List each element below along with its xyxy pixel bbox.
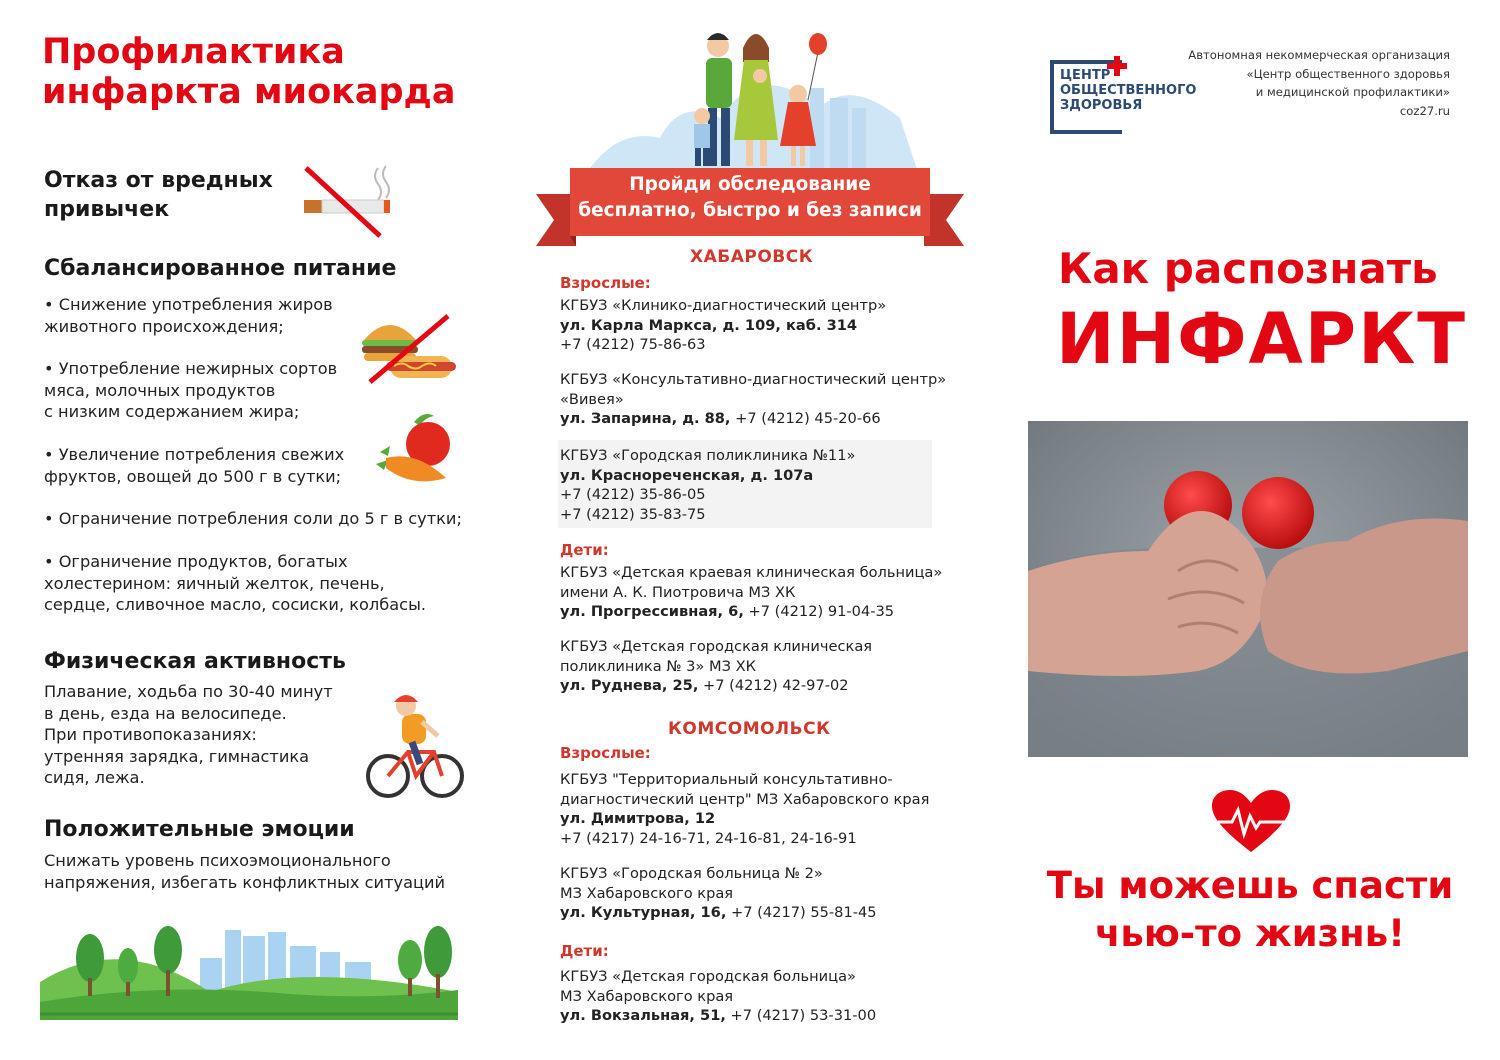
- organization-info: [1188, 46, 1450, 120]
- middle-panel: [500, 0, 1000, 1060]
- clinic-phone: +7 (4212) 42-97-02: [698, 677, 849, 694]
- fruit-vegetable-icon: [374, 410, 460, 484]
- banner-text: [570, 172, 930, 224]
- family-illustration: [580, 28, 920, 178]
- park-landscape-illustration: [40, 922, 458, 1020]
- text-line: фруктов, овощей до 500 г в сутки;: [44, 466, 342, 486]
- clinic-address: ул. Руднева, 25,: [560, 677, 699, 694]
- clinic-entry: [560, 637, 872, 696]
- no-smoking-icon: [300, 160, 400, 240]
- nutrition-item-4: [44, 508, 462, 530]
- cyclist-icon: [362, 692, 466, 804]
- chest-pain-photo: [1028, 421, 1468, 757]
- clinic-address: ул. Прогрессивная, 6,: [560, 603, 744, 620]
- habits-heading-line-1: Отказ от вредных: [44, 168, 273, 193]
- text-line: • Употребление нежирных сортов: [44, 359, 338, 378]
- org-type: Автономная некоммерческая организация: [1188, 48, 1450, 62]
- banner-line-2: бесплатно, быстро и без записи: [578, 200, 922, 221]
- no-fast-food-icon: [356, 312, 460, 386]
- logo-text: [1060, 68, 1196, 113]
- clinic-entry: [560, 563, 942, 622]
- clinic-entry: [560, 967, 876, 1026]
- clinic-entry: [560, 370, 946, 429]
- activity-heading: Физическая активность: [44, 649, 346, 674]
- emotions-text: [44, 850, 445, 893]
- clinic-name: КГБУЗ "Территориальный консультативно-: [560, 771, 893, 788]
- city-khabarovsk: ХАБАРОВСК: [690, 247, 814, 267]
- org-name-2: и медицинской профилактики»: [1255, 85, 1450, 99]
- adults-label: Взрослые:: [560, 274, 651, 292]
- clinic-entry: [560, 770, 929, 848]
- text-line: сидя, лежа.: [44, 768, 145, 787]
- clinic-name-2: МЗ Хабаровского края: [560, 987, 734, 1005]
- text-line: мяса, молочных продуктов: [44, 380, 276, 400]
- adults-label: Взрослые:: [560, 744, 651, 762]
- clinic-phone: +7 (4212) 45-20-66: [730, 410, 881, 427]
- clinic-name: КГБУЗ «Детская краевая клиническая больница»: [560, 564, 943, 581]
- headline-infarct: ИНФАРКТ: [1056, 298, 1468, 380]
- logo-line-3: ЗДОРОВЬЯ: [1060, 98, 1143, 113]
- text-line: • Ограничение потребления соли до 5 г в сутки;: [44, 509, 462, 528]
- clinic-phone: +7 (4212) 35-86-05: [560, 486, 706, 503]
- slogan: [1030, 862, 1470, 958]
- slogan-line-2: чью-то жизнь!: [1095, 912, 1405, 955]
- banner-line-1: Пройди обследование: [629, 174, 871, 195]
- clinic-phone: +7 (4217) 24-16-71, 24-16-81, 24-16-91: [560, 829, 857, 847]
- headline-line-1: Как распознать: [1058, 244, 1438, 293]
- clinic-name: КГБУЗ «Детская городская больница»: [560, 968, 856, 985]
- clinic-phone: +7 (4217) 55-81-45: [726, 904, 877, 921]
- org-website: coz27.ru: [1399, 103, 1450, 118]
- clinic-name-2: МЗ Хабаровского края: [560, 884, 734, 902]
- clinic-name: КГБУЗ «Городская больница № 2»: [560, 865, 823, 882]
- clinic-name-2: «Вивея»: [560, 390, 624, 408]
- right-panel: [1000, 0, 1500, 1060]
- title-line-2: инфаркта миокарда: [42, 72, 456, 112]
- clinic-address: ул. Краснореченская, д. 107а: [560, 466, 814, 484]
- clinic-address: ул. Димитрова, 12: [560, 810, 716, 827]
- nutrition-item-3: [44, 444, 344, 487]
- title-line-1: Профилактика: [42, 32, 345, 72]
- nutrition-heading: Сбалансированное питание: [44, 256, 397, 281]
- nutrition-item-5: [44, 551, 426, 616]
- text-line: животного происхождения;: [44, 316, 284, 336]
- clinic-phone: +7 (4217) 53-31-00: [725, 1007, 877, 1024]
- text-line: • Увеличение потребления свежих: [44, 445, 345, 464]
- left-panel: [0, 0, 500, 1060]
- leaflet-title: [42, 32, 455, 112]
- clinic-name: КГБУЗ «Детская городская клиническая: [560, 638, 873, 655]
- clinic-phone: +7 (4212) 75-86-63: [560, 336, 706, 353]
- city-komsomolsk: КОМСОМОЛЬСК: [668, 719, 831, 739]
- text-line: с низким содержанием жира;: [44, 402, 300, 421]
- text-line: холестерином: яичный желток, печень,: [44, 573, 385, 593]
- org-name-1: «Центр общественного здоровья: [1246, 66, 1450, 81]
- clinic-name-2: имени А. К. Пиотровича МЗ ХК: [560, 583, 796, 601]
- clinic-name-2: поликлиника № 3» МЗ ХК: [560, 657, 756, 675]
- text-line: Плавание, ходьба по 30-40 минут: [44, 682, 333, 701]
- clinic-address: ул. Вокзальная, 51,: [560, 1007, 726, 1024]
- text-line: в день, езда на велосипеде.: [44, 703, 287, 723]
- clinic-entry: [560, 296, 886, 355]
- clinic-address: ул. Карла Маркса, д. 109, каб. 314: [560, 316, 858, 334]
- clinic-name-2: диагностический центр" МЗ Хабаровского края: [560, 790, 930, 808]
- text-line: Снижать уровень психоэмоционального: [44, 851, 391, 870]
- text-line: • Снижение употребления жиров: [44, 295, 333, 314]
- clinic-address: ул. Запарина, д. 88,: [560, 410, 731, 427]
- text-line: При противопоказаниях:: [44, 725, 257, 744]
- text-line: • Ограничение продуктов, богатых: [44, 552, 348, 571]
- clinic-entry: [560, 864, 877, 923]
- emotions-heading: Положительные эмоции: [44, 817, 355, 842]
- nutrition-item-1: [44, 294, 333, 337]
- clinic-entry: [560, 446, 855, 524]
- activity-text: [44, 681, 333, 789]
- clinic-phone-2: +7 (4212) 35-83-75: [560, 505, 706, 523]
- clinic-name: КГБУЗ «Консультативно-диагностический центр»: [560, 371, 947, 388]
- text-line: утренняя зарядка, гимнастика: [44, 746, 310, 766]
- children-label: Дети:: [560, 541, 609, 559]
- clinic-name: КГБУЗ «Городская поликлиника №11»: [560, 447, 856, 464]
- slogan-line-1: Ты можешь спасти: [1046, 864, 1454, 907]
- children-label: Дети:: [560, 942, 609, 960]
- clinic-phone: +7 (4212) 91-04-35: [743, 603, 895, 620]
- logo-line-2: ОБЩЕСТВЕННОГО: [1060, 83, 1197, 98]
- logo-line-1: ЦЕНТР: [1060, 68, 1111, 83]
- clinic-address: ул. Культурная, 16,: [560, 904, 727, 921]
- clinic-name: КГБУЗ «Клинико-диагностический центр»: [560, 297, 887, 314]
- heart-pulse-icon: [1210, 788, 1292, 854]
- habits-heading-line-2: привычек: [44, 197, 170, 222]
- habits-heading: [44, 166, 273, 224]
- nutrition-item-2: [44, 358, 337, 423]
- text-line: напряжения, избегать конфликтных ситуаций: [44, 872, 446, 892]
- text-line: сердце, сливочное масло, сосиски, колбасы.: [44, 595, 427, 614]
